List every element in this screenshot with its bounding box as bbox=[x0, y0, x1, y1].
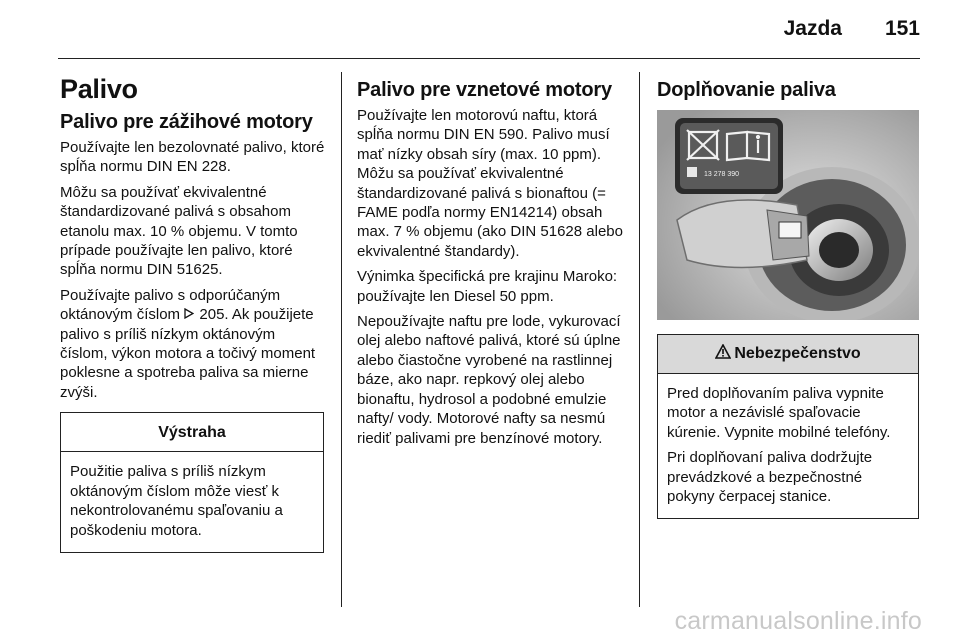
diesel-heading: Palivo pre vznetové motory bbox=[357, 79, 612, 101]
diesel-paragraph-1: Používajte len motorovú naftu, ktorá spĺňa normu DIN EN 590. Palivo musí mať nízky obsah síry (max. 10 ppm). Môžu sa používať ekvivalentné štandardizované palivá s bionaftou (= FAME podľa normy EN14214) obsah max. 7 % objemu (ako DIN 51628 alebo ekvivalentné štandardy). bbox=[357, 107, 623, 260]
warning-box bbox=[60, 412, 324, 553]
column-diesel bbox=[357, 70, 629, 454]
fuel-flap-photo bbox=[657, 110, 919, 320]
danger-title: Nebezpečenstvo bbox=[734, 345, 861, 363]
petrol-paragraph-3-start: Používajte palivo s odporúčaným oktánovým číslom bbox=[60, 286, 281, 324]
column-petrol bbox=[60, 70, 326, 553]
danger-box bbox=[657, 334, 919, 519]
petrol-paragraph-3-end: 205. Ak použijete palivo s príliš nízkym oktánovým číslom, výkon motora a točivý moment poklesne a spotreba paliva sa mierne zvýši. bbox=[60, 306, 316, 401]
petrol-paragraph-2: Môžu sa používať ekvivalentné štandardizované palivá s obsahom etanolu max. 10 % objemu. V tomto prípade používajte len palivo, ktoré spĺňa normu DIN 51625. bbox=[60, 183, 298, 279]
warning-title: Výstraha bbox=[61, 413, 323, 452]
header-rule bbox=[58, 58, 920, 59]
column-divider-2 bbox=[639, 72, 640, 607]
danger-warning-icon bbox=[715, 344, 731, 364]
column-refuelling bbox=[657, 70, 921, 519]
diesel-paragraph-3: Nepoužívajte naftu pre lode, vykurovací olej alebo naftové palivá, ktoré sú úplne alebo čiastočne vyrobené na rastlinnej báze, ako napr. repkový olej alebo bionaftu, hydrosol a podobné emulzie nafty/ vody. Motorové nafty sa nesmú riediť palivami pre benzínové motory. bbox=[357, 313, 621, 447]
page-title: Palivo bbox=[60, 74, 138, 104]
page-number: 151 bbox=[884, 17, 920, 40]
petrol-paragraph-1: Používajte len bezolovnaté palivo, ktoré spĺňa normu DIN EN 228. bbox=[60, 139, 325, 176]
page-reference-icon[interactable] bbox=[184, 305, 195, 324]
warning-text: Použitie paliva s príliš nízkym oktánovým číslom môže viesť k nekontrolovanému spaľovaniu a poškodeniu motora. bbox=[70, 463, 283, 539]
danger-paragraph-2: Pri doplňovaní paliva dodržujte prevádzkové a bezpečnostné pokyny čerpacej stanice. bbox=[667, 449, 873, 506]
petrol-heading: Palivo pre zážihové motory bbox=[60, 111, 313, 133]
label-code: 13 278 390 bbox=[704, 171, 740, 178]
column-divider-1 bbox=[341, 72, 342, 607]
section-title: Jazda bbox=[783, 17, 842, 40]
refuelling-heading: Doplňovanie paliva bbox=[657, 79, 836, 101]
danger-header bbox=[658, 335, 918, 374]
page-header bbox=[0, 0, 960, 60]
petrol-paragraph-3 bbox=[60, 286, 326, 402]
danger-paragraph-1: Pred doplňovaním paliva vypnite motor a nezávislé spaľovacie kúrenie. Vypnite mobilné telefóny. bbox=[667, 385, 891, 441]
diesel-paragraph-2: Výnimka špecifická pre krajinu Maroko: používajte len Diesel 50 ppm. bbox=[357, 268, 618, 305]
watermark: carmanualsonline.info bbox=[674, 607, 922, 635]
